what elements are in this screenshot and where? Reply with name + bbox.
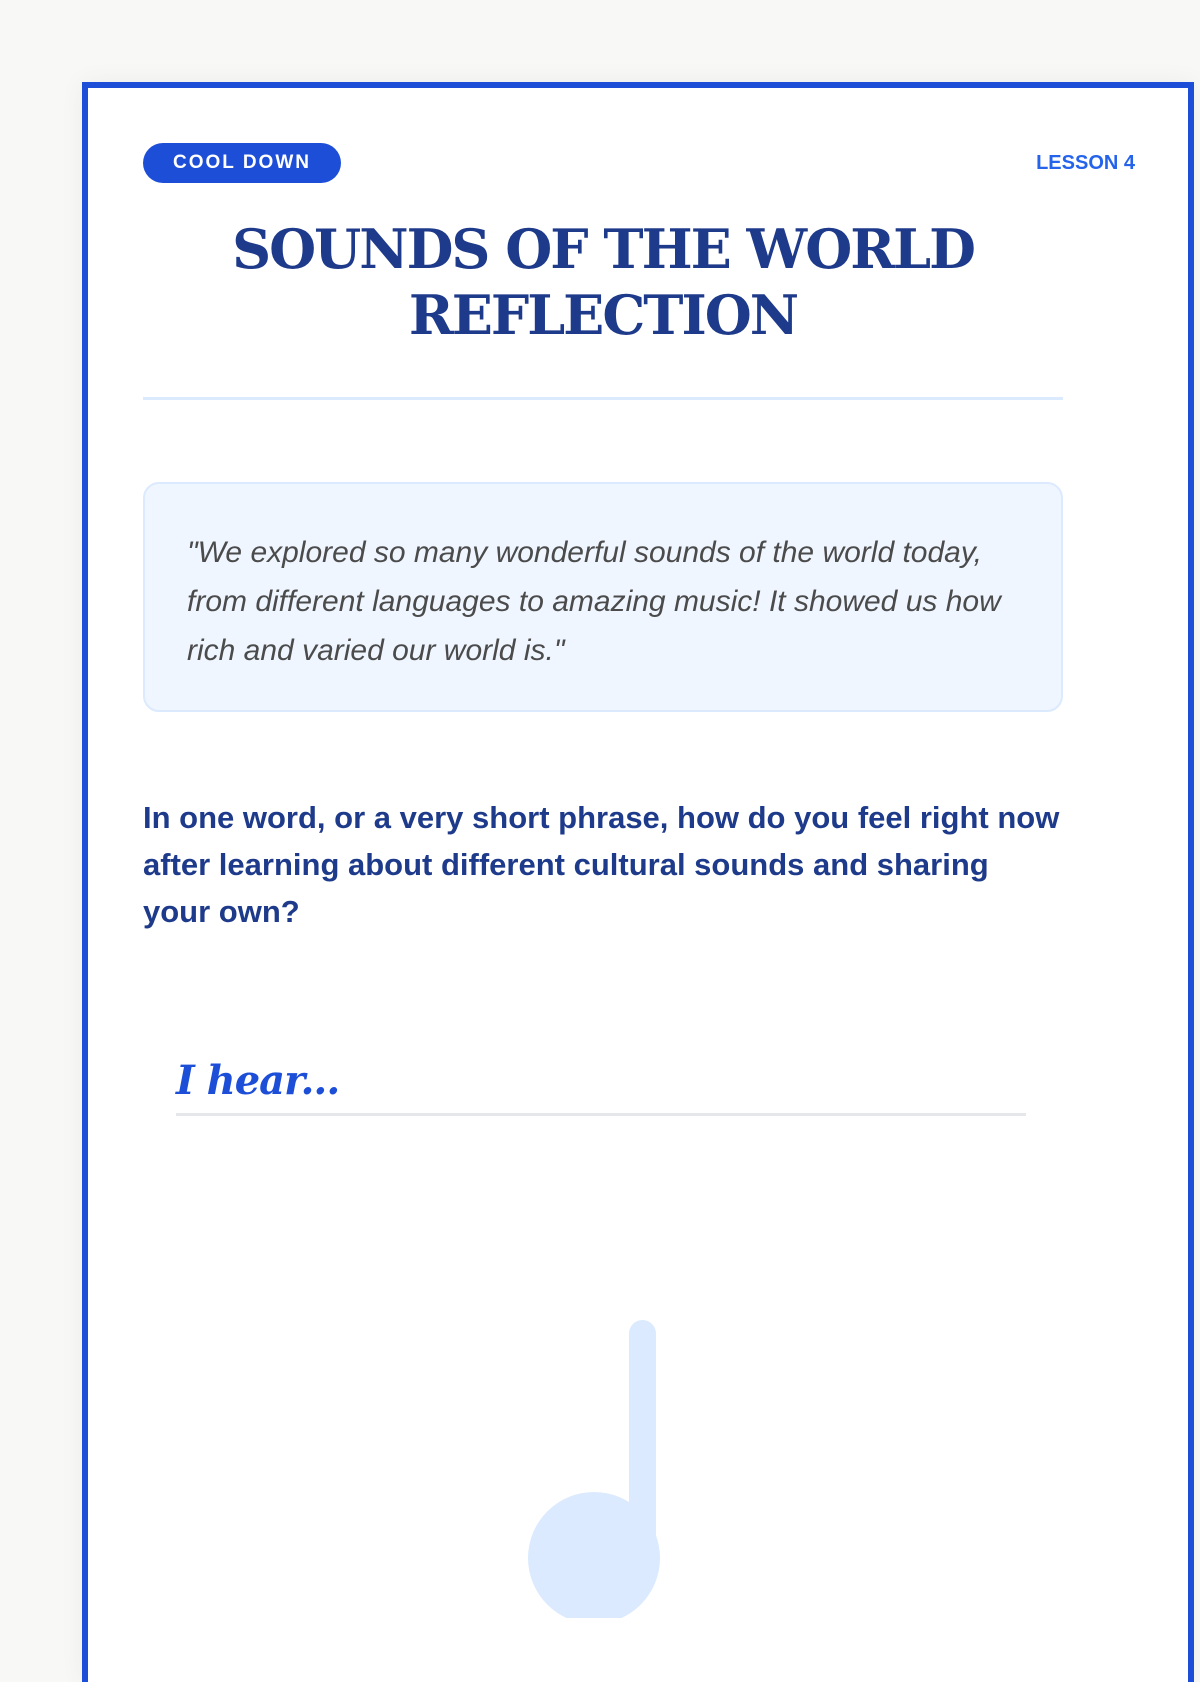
answer-line[interactable] — [176, 1113, 1026, 1116]
quote-box — [143, 482, 1063, 712]
music-note-head — [528, 1492, 660, 1618]
title-divider — [143, 397, 1063, 400]
cool-down-badge: COOL DOWN — [143, 143, 341, 183]
title-line-2: REFLECTION — [408, 283, 798, 347]
quote-text: "We explored so many wonderful sounds of the world today, from different languages to amazing music! It showed us how rich and varied our world is." — [187, 536, 1001, 667]
reflection-card — [82, 82, 1194, 1682]
page-title — [143, 216, 1063, 348]
title-line-1: SOUNDS OF THE WORLD — [232, 217, 974, 281]
lesson-label: LESSON 4 — [1036, 152, 1135, 174]
reflection-question: In one word, or a very short phrase, how do you feel right now after learning about different cultural sounds and sharing your own? — [143, 800, 1060, 929]
answer-prompt: I hear... — [176, 1057, 340, 1104]
music-note-icon — [526, 1318, 666, 1618]
